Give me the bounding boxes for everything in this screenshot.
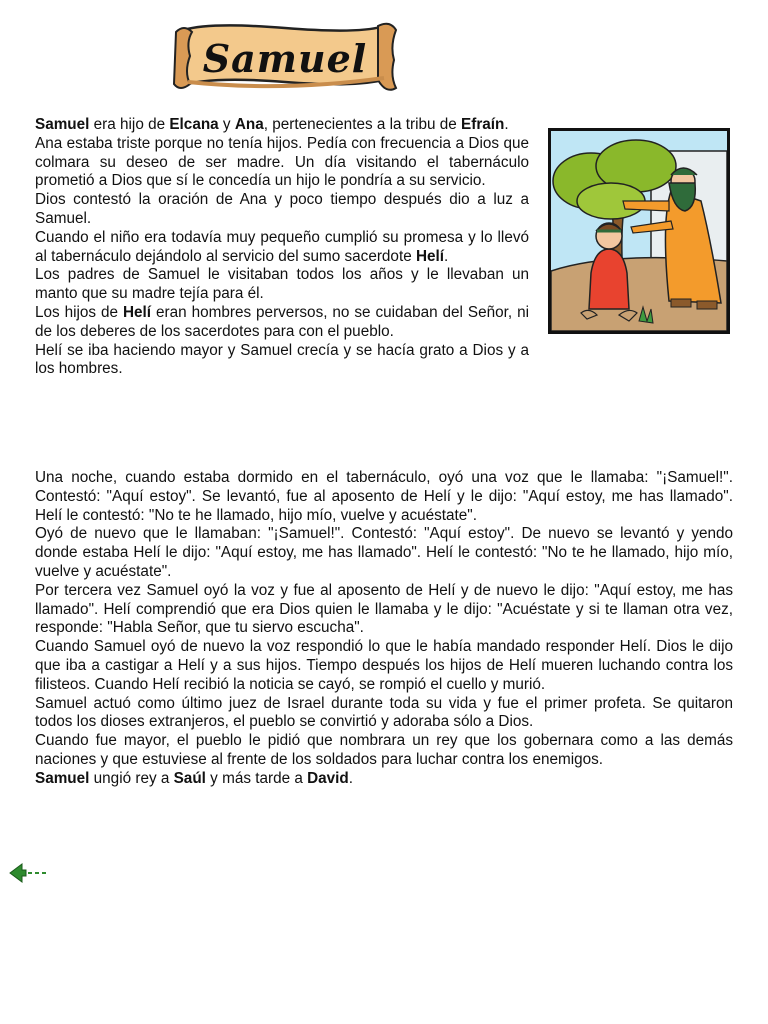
paragraph xyxy=(35,582,733,638)
text-run: ungió rey a xyxy=(89,769,174,787)
text-run: eran hombres perversos, no se cuidaban del Señor, ni de los deberes de los sacerdotes para con el pueblo. xyxy=(35,303,529,340)
page-title: Samuel xyxy=(202,36,368,81)
paragraph xyxy=(35,638,733,694)
bold-name: Ana xyxy=(234,116,264,133)
paragraph xyxy=(35,469,733,525)
text-run: , pertenecientes a la tribu de xyxy=(263,116,462,133)
text-run: . xyxy=(348,769,353,787)
text-run: Los padres de Samuel le visitaban todos los años y le llevaban un manto que su madre tejía para él. xyxy=(35,266,529,303)
bold-name: Helí xyxy=(123,303,152,321)
bold-name: Efraín xyxy=(461,116,505,133)
paragraph xyxy=(35,525,733,581)
text-run: Por tercera vez Samuel oyó la voz y fue al aposento de Helí y de nuevo le dijo: "Aquí estoy, me has llamado". Helí comprendió que era Dios quien le llamaba y le dijo: "Acuéstate y si te llaman otra vez, responde: "Habla Señor, que tu siervo escucha". xyxy=(35,581,733,637)
bold-name: Saúl xyxy=(173,769,206,787)
paragraph xyxy=(35,342,529,380)
title-banner xyxy=(170,18,400,100)
paragraph xyxy=(35,304,529,342)
text-run: Los hijos de xyxy=(35,303,123,321)
text-run: Cuando el niño era todavía muy pequeño cumplió su promesa y lo llevó al tabernáculo dejándolo al servicio del sumo sacerdote xyxy=(35,228,529,265)
bold-name: Samuel xyxy=(35,769,90,787)
text-run: y xyxy=(218,116,235,133)
paragraph xyxy=(35,732,733,770)
text-run: Oyó de nuevo que le llamaban: "¡Samuel!". Contestó: "Aquí estoy". De nuevo se levantó y yendo donde estaba Helí le dijo: "Aquí estoy, me has llamado". Helí le contestó: "No te he llamado, hijo mío, vuelve y acuéstate". xyxy=(35,525,733,580)
text-run: Cuando Samuel oyó de nuevo la voz respondió lo que le había mandado responder Helí. Dios le dijo que iba a castigar a Helí y a sus hijos. Tiempo después los hijos de Helí mueren luchando contra los filisteos. Cuando Helí recibió la noticia se cayó, se rompió el cuello y murió. xyxy=(35,638,733,693)
back-arrow-icon[interactable] xyxy=(8,862,50,884)
paragraph xyxy=(35,116,529,135)
story-text xyxy=(35,469,733,789)
paragraph xyxy=(35,135,529,191)
bold-name: Helí xyxy=(415,247,445,265)
paragraph xyxy=(35,695,733,733)
text-run: Helí se iba haciendo mayor y Samuel crecía y se hacía grato a Dios y a los hombres. xyxy=(35,341,529,378)
bold-name: Elcana xyxy=(169,116,219,133)
text-run: . xyxy=(444,247,449,265)
intro-text xyxy=(35,116,529,379)
paragraph xyxy=(35,266,529,304)
text-run: Una noche, cuando estaba dormido en el tabernáculo, oyó una voz que le llamaba: "¡Samuel!". Contestó: "Aquí estoy". Se levantó, fue al aposento de Helí y le dijo: "Aquí estoy, me has llamado". Helí le contestó: "No te he llamado, hijo mío, vuelve y acuéstate". xyxy=(35,469,733,524)
text-run: y más tarde a xyxy=(205,769,308,787)
text-run: . xyxy=(504,116,509,133)
text-run: Dios contestó la oración de Ana y poco tiempo después dio a luz a Samuel. xyxy=(35,191,529,227)
samuel-and-eli-illustration xyxy=(548,128,730,334)
text-run: Samuel actuó como último juez de Israel durante toda su vida y fue el primer profeta. Se quitaron todos los dioses extranjeros, el pueblo se convirtió y adoraba sólo a Dios. xyxy=(35,694,733,731)
bold-name: Samuel xyxy=(35,116,90,133)
text-run: era hijo de xyxy=(89,116,170,133)
bold-name: David xyxy=(307,769,349,787)
paragraph xyxy=(35,229,529,267)
text-run: Ana estaba triste porque no tenía hijos. Pedía con frecuencia a Dios que colmara su deseo de ser madre. Un día visitando el tabernáculo prometió a Dios que sí le concedía un hijo le pondría a su servicio. xyxy=(35,134,529,190)
paragraph xyxy=(35,191,529,229)
paragraph xyxy=(35,770,733,789)
text-run: Cuando fue mayor, el pueblo le pidió que nombrara un rey que los gobernara como a las demás naciones y que estuviese al frente de los soldados para luchar contra los enemigos. xyxy=(35,732,733,768)
intro-section xyxy=(35,116,735,379)
